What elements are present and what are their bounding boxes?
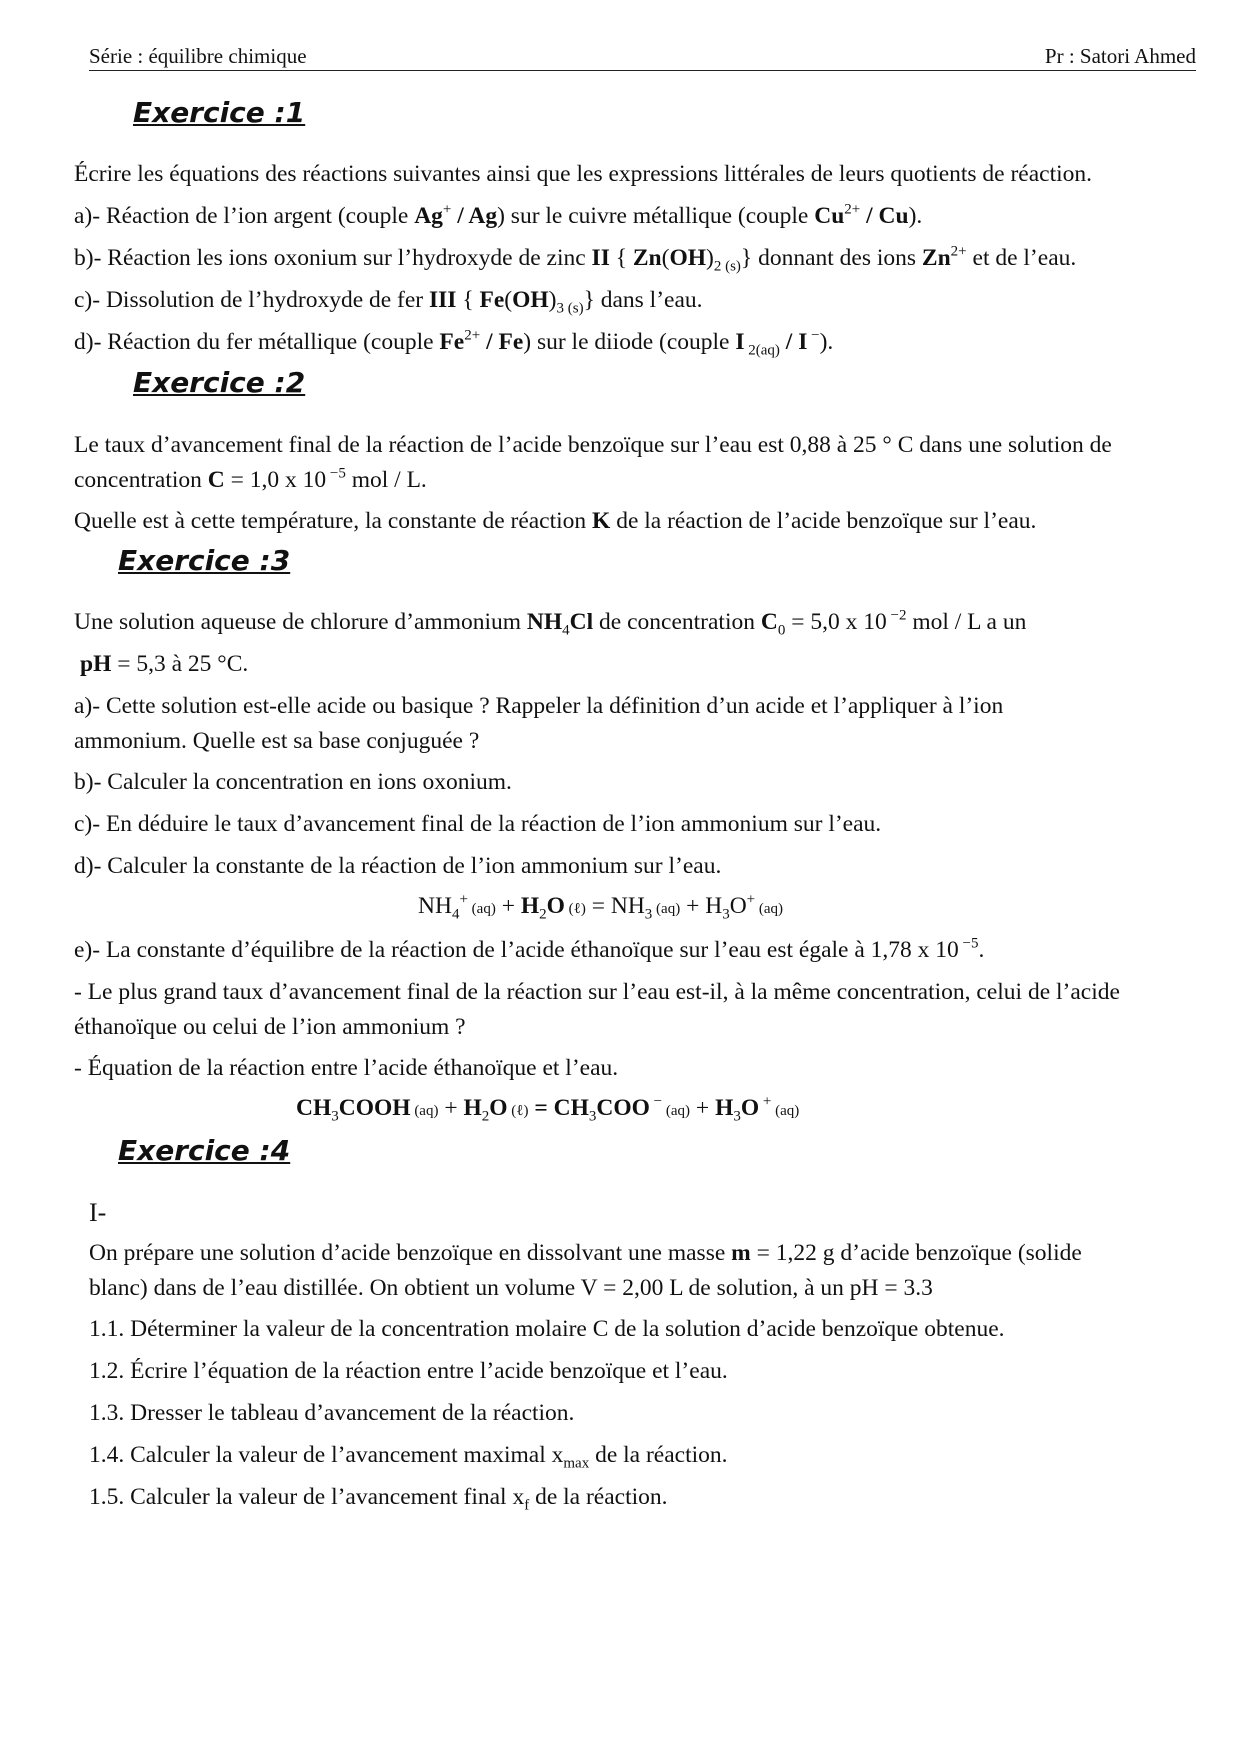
ex4-statement-line1: On prépare une solution d’acide benzoïque en dissolvant une masse m = 1,22 g d’acide benzoïque (solide xyxy=(89,1240,1082,1266)
ex4-question-1-5: 1.5. Calculer la valeur de l’avancement final $x_f$ de la réaction. xyxy=(89,1484,668,1514)
ex2-question: Quelle est à cette température, la constante de réaction K de la réaction de l’acide benzoïque sur l’eau. xyxy=(74,508,1037,534)
ex4-question-1-2: 1.2. Écrire l’équation de la réaction entre l’acide benzoïque et l’eau. xyxy=(89,1358,728,1384)
header-teacher-name: Pr : Satori Ahmed xyxy=(1044,44,1196,68)
ex4-question-1-1: 1.1. Déterminer la valeur de la concentration molaire C de la solution d’acide benzoïque obtenue. xyxy=(89,1316,1005,1342)
exercise-4-title: Exercice :4 xyxy=(118,1134,291,1167)
ex4-statement-line2: blanc) dans de l’eau distillée. On obtient un volume V = 2,00 L de solution, à un pH = 3.3 xyxy=(89,1275,933,1301)
exercise-2-title: Exercice :2 xyxy=(133,366,306,399)
ex3-question-b: b)- Calculer la concentration en ions oxonium. xyxy=(74,769,512,795)
ex4-part-label: I- xyxy=(89,1198,107,1227)
ex3-question-c: c)- En déduire le taux d’avancement final de la réaction de l’ion ammonium sur l’eau. xyxy=(74,811,882,837)
ex1-item-c: c)- Dissolution de l’hydroxyde de fer III { $Fe(OH)_{3 (s)}$} dans l’eau. xyxy=(74,287,703,317)
ex3-question-a-line1: a)- Cette solution est-elle acide ou basique ? Rappeler la définition d’un acide et l’appliquer à l’ion xyxy=(74,693,1004,719)
ex1-intro: Écrire les équations des réactions suivantes ainsi que les expressions littérales de leurs quotients de réaction. xyxy=(74,161,1093,187)
ex4-question-1-3: 1.3. Dresser le tableau d’avancement de la réaction. xyxy=(89,1400,575,1426)
exercise-1-title: Exercice :1 xyxy=(133,96,306,129)
ex3-statement-line1: Une solution aqueuse de chlorure d’ammonium $NH_4Cl$ de concentration $C_0 = 5,0$ x 10 $^{-2}$ mol / L a un xyxy=(74,607,1027,639)
ex3-question-e-line3: éthanoïque ou celui de l’ion ammonium ? xyxy=(74,1014,466,1040)
ex3-question-e-line2: - Le plus grand taux d’avancement final de la réaction sur l’eau est-il, à la même concentration, celui de l’acide xyxy=(74,979,1120,1005)
ex1-item-b: b)- Réaction les ions oxonium sur l’hydroxyde de zinc II { $Zn(OH)_{2 (s)}$} donnant des ions $Zn^{2+}$ et de l’eau. xyxy=(74,243,1077,275)
ex2-statement-line2: concentration C = 1,0 x 10 $^{-5}$ mol / L. xyxy=(74,465,427,493)
ex3-question-e-line1: e)- La constante d’équilibre de la réaction de l’acide éthanoïque sur l’eau est égale à 1,78 x 10 $^{-5}$. xyxy=(74,935,985,963)
header-series-title: Série : équilibre chimique xyxy=(89,44,307,68)
ex1-item-d: d)- Réaction du fer métallique (couple $Fe^{2+} / Fe$) sur le diiode (couple I $_{2(aq)}$ / I −). xyxy=(74,327,834,359)
ex3-question-a-line2: ammonium. Quelle est sa base conjuguée ? xyxy=(74,728,480,754)
exercise-3-title: Exercice :3 xyxy=(118,544,291,577)
ex2-statement-line1: Le taux d’avancement final de la réaction de l’acide benzoïque sur l’eau est 0,88 à 25 ° C dans une solution de xyxy=(74,432,1112,458)
ex4-question-1-4: 1.4. Calculer la valeur de l’avancement maximal $x_{max}$ de la réaction. xyxy=(89,1442,728,1472)
ex3-statement-line2: pH = 5,3 à 25 °C. xyxy=(80,651,249,677)
ex1-item-a: a)- Réaction de l’ion argent (couple Ag+ / Ag) sur le cuivre métallique (couple $Cu^{2+} / Cu$). xyxy=(74,201,923,229)
ex3-question-d: d)- Calculer la constante de la réaction de l’ion ammonium sur l’eau. xyxy=(74,853,722,879)
ex3-equation-ethanoic: $CH_3COOH$ $(aq) + H_2O$ (ℓ) = $CH_3COO$ − $(aq) + H_3O$ + (aq) xyxy=(296,1093,800,1125)
ex3-question-e-line4: - Équation de la réaction entre l’acide éthanoïque et l’eau. xyxy=(74,1055,619,1081)
ex3-equation-ammonium: $NH_4^+$ $(aq) + H_2O$ (ℓ) = $NH_3$ $(aq) + H_3O^+$ (aq) xyxy=(418,891,784,923)
page-header xyxy=(89,44,1196,71)
